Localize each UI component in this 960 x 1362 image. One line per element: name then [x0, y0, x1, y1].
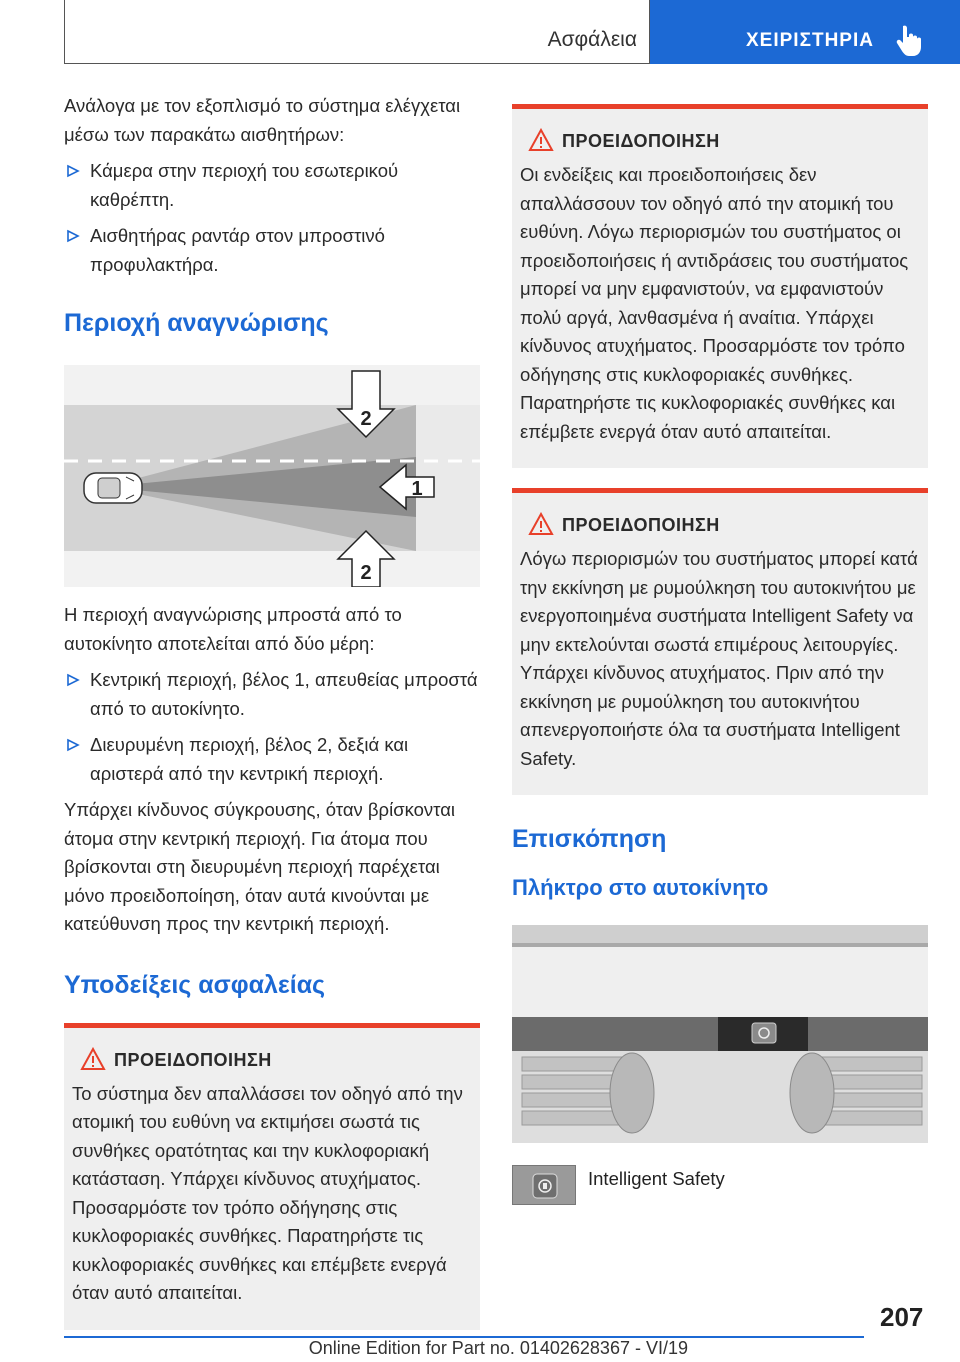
- warning-title: ΠΡΟΕΙΔΟΠΟΙΗΣΗ: [562, 131, 720, 151]
- intelligent-safety-button-icon: [512, 1165, 576, 1205]
- bullet-triangle-icon: [66, 164, 80, 178]
- footer-edition: Online Edition for Part no. 01402628367 - VI/19: [308, 1338, 688, 1358]
- detection-paragraph: Η περιοχή αναγνώρισης μπροστά από το αυτοκίνητο αποτελείται από δύο μέρη:: [64, 604, 402, 654]
- dashboard-illustration: [512, 925, 928, 1143]
- warning-header: [72, 1046, 472, 1074]
- list-item-text: Κεντρική περιοχή, βέλος 1, απευθείας μπροστά από το αυτοκίνητο.: [90, 669, 478, 719]
- intro-paragraph: Ανάλογα με τον εξοπλισμό το σύστημα ελέγχεται μέσω των παρακάτω αισθητήρων:: [64, 95, 461, 145]
- detection-area-diagram: [64, 365, 480, 587]
- list-item: [64, 666, 480, 723]
- header-section-box: [64, 0, 650, 64]
- hand-pointer-icon: [894, 24, 924, 56]
- bullet-triangle-icon: [66, 229, 80, 243]
- warning-text: Το σύστημα δεν απαλλάσσει τον οδηγό από την ατομική του ευθύνη να εκτιμήσει σωστά τις συνθήκες ορατότητας και την κυκλοφοριακή κατάσταση. Υπάρχει κίνδυνος ατυχήματος. Προσαρμόστε τον τρόπο οδήγησης στις κυκλοφοριακές συνθήκες. Παρατηρήστε τις κυκλοφοριακές συνθήκες και επέμβετε ενεργά όταν αυτό απαιτείται.: [72, 1082, 463, 1303]
- warning-box: [512, 488, 928, 795]
- section-heading-detection: Περιοχή αναγνώρισης: [64, 309, 329, 337]
- warning-box: [512, 104, 928, 468]
- section-heading-overview: Επισκόπηση: [512, 825, 667, 853]
- arrow-label-top: 2: [360, 408, 372, 430]
- section-heading-safety: Υποδείξεις ασφαλείας: [64, 970, 326, 999]
- bullet-triangle-icon: [66, 673, 80, 687]
- list-item: [64, 157, 480, 214]
- risk-paragraph: Υπάρχει κίνδυνος σύγκρουσης, όταν βρίσκονται άτομα στην κεντρική περιοχή. Για άτομα που βρίσκονται στη διευρυμένη περιοχή παρέχεται μόνο προειδοποίηση, όταν αυτά κινούνται με κατεύθυνση προς την κεντρική περιοχή.: [64, 799, 456, 934]
- header-section-title: Ασφάλεια: [547, 28, 637, 51]
- warning-text: Οι ενδείξεις και προειδοποιήσεις δεν απαλλάσσουν τον οδηγό από την ατομική του ευθύνη. Λόγω περιορισμών του συστήματος οι προειδοποιήσεις ή αντιδράσεις του συστήματος μπορεί να μην εμφανιστούν, να εμφανιστούν πολύ αργά, λανθασμένα ή αναίτια. Υπάρχει κίνδυνος ατυχήματος. Προσαρμόστε τον τρόπο οδήγησης στις κυκλοφοριακές συνθήκες. Παρατηρήστε τις κυκλοφοριακές συνθήκες και επέμβετε ενεργά όταν αυτό απαιτείται.: [520, 164, 909, 442]
- warning-title: ΠΡΟΕΙΔΟΠΟΙΗΣΗ: [562, 515, 720, 535]
- bullet-triangle-icon: [66, 738, 80, 752]
- arrow-label-center: 1: [411, 478, 423, 500]
- page-number: 207: [880, 1302, 924, 1332]
- header-chapter-label: ΧΕΙΡΙΣΤΗΡΙΑ: [746, 30, 874, 51]
- header-chapter-tab: [650, 0, 960, 64]
- subsection-heading-button: Πλήκτρο στο αυτοκίνητο: [512, 875, 769, 900]
- list-item: [64, 222, 480, 279]
- warning-header: [520, 511, 920, 539]
- warning-box: [64, 1023, 480, 1330]
- list-item-text: Αισθητήρας ραντάρ στον μπροστινό προφυλακτήρα.: [90, 225, 385, 275]
- right-column: [512, 104, 928, 1215]
- list-item-text: Κάμερα στην περιοχή του εσωτερικού καθρέπτη.: [90, 160, 399, 210]
- warning-title: ΠΡΟΕΙΔΟΠΟΙΗΣΗ: [114, 1049, 272, 1070]
- list-item-text: Διευρυμένη περιοχή, βέλος 2, δεξιά και αριστερά από την κεντρική περιοχή.: [90, 734, 409, 784]
- warning-header: [520, 127, 920, 155]
- car-shape: [84, 473, 142, 503]
- key-label: Intelligent Safety: [588, 1168, 725, 1189]
- warning-triangle-icon: [528, 128, 554, 152]
- left-column: [64, 92, 480, 1330]
- detection-area-figure: [64, 365, 480, 587]
- arrow-label-bottom: 2: [360, 562, 372, 584]
- warning-triangle-icon: [528, 512, 554, 536]
- dashboard-button-photo: [512, 925, 928, 1143]
- warning-text: Λόγω περιορισμών του συστήματος μπορεί κατά την εκκίνηση με ρυμούλκηση του αυτοκινήτου με ενεργοποιημένα συστήματα Intelligent Safety να μην εκτελούνται σωστά επιμέρους λειτουργίες. Υπάρχει κίνδυνος ατυχήματος. Πριν από την εκκίνηση με ρυμούλκηση του αυτοκινήτου απενεργοποιήστε όλα τα συστήματα Intelligent Safety.: [520, 548, 918, 769]
- warning-triangle-icon: [80, 1047, 106, 1071]
- key-legend-row: [512, 1165, 928, 1215]
- list-item: [64, 731, 480, 788]
